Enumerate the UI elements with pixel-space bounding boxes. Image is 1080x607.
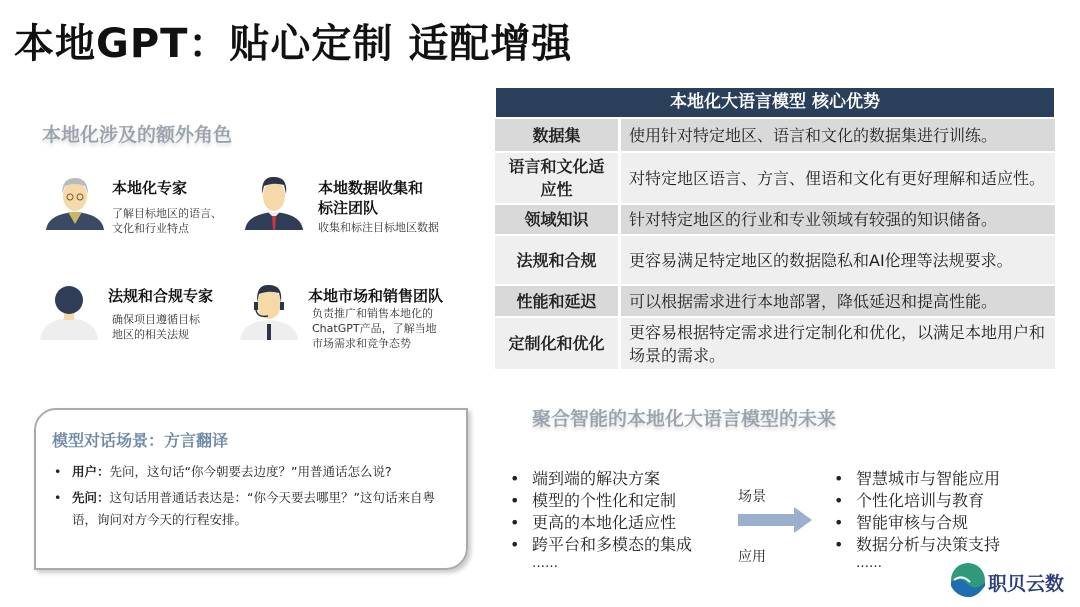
advantages-table-header: 本地化大语言模型 核心优势 <box>496 88 1054 117</box>
utterance: 先问，这句话“你今朝要去边度？”用普通话怎么说? <box>109 464 392 479</box>
data-team-person-icon <box>243 172 305 232</box>
row-value: 针对特定地区的行业和专业领域有较强的知识储备。 <box>621 205 1055 234</box>
role-name: 本地市场和销售团队 <box>308 287 444 305</box>
legal-expert-icon <box>38 280 100 340</box>
row-value: 可以根据需求进行本地部署，降低延迟和提高性能。 <box>621 286 1055 316</box>
arrow-label-top: 场景 <box>738 489 766 505</box>
role-desc: 收集和标注目标地区数据 <box>318 221 439 234</box>
row-key: 数据集 <box>495 119 621 151</box>
row-value: 更容易满足特定地区的数据隐私和AI伦理等法规要求。 <box>621 236 1055 284</box>
ellipsis: …… <box>532 556 558 571</box>
list-item: • 更高的本地化适应性 <box>508 512 692 534</box>
role-desc: 了解目标地区的语言、文化和行业特点 <box>112 207 222 235</box>
roles-heading: 本地化涉及的额外角色 <box>42 124 233 146</box>
dialog-scenario-box <box>34 408 468 570</box>
table-row <box>495 205 1055 234</box>
speaker: 用户： <box>72 464 110 479</box>
list-item: • 数据分析与决策支持 <box>832 534 1000 556</box>
row-value: 更容易根据特定需求进行定制化和优化，以满足本地用户和场景的需求。 <box>621 318 1055 369</box>
list-item: • 跨平台和多模态的集成 <box>508 534 692 556</box>
table-row <box>495 119 1055 151</box>
speaker: 先问： <box>72 490 110 505</box>
row-key: 领域知识 <box>495 205 621 234</box>
arrow-label-bottom: 应用 <box>738 549 766 565</box>
utterance: 这句话用普通话表达是：“你今天要去哪里？”这句话来自粤语，询问对方今天的行程安排。 <box>72 490 435 527</box>
right-arrow-icon <box>738 507 812 533</box>
row-value: 使用针对特定地区、语言和文化的数据集进行训练。 <box>621 119 1055 151</box>
dialog-title: 模型对话场景：方言翻译 <box>52 431 229 450</box>
table-row <box>495 286 1055 316</box>
list-item: • 智慧城市与智能应用 <box>832 468 1000 490</box>
elderly-expert-icon <box>44 172 106 232</box>
dialog-line <box>52 461 450 483</box>
logo-text: 职贝云数 <box>988 573 1065 595</box>
table-row <box>495 318 1055 369</box>
dialog-line <box>52 487 450 531</box>
row-key: 定制化和优化 <box>495 318 621 369</box>
row-key: 语言和文化适应性 <box>495 153 621 203</box>
logo-globe-icon <box>950 562 986 598</box>
row-key: 性能和延迟 <box>495 286 621 316</box>
table-row <box>495 236 1055 284</box>
list-item: • 个性化培训与教育 <box>832 490 1000 512</box>
future-left-list <box>508 468 692 571</box>
slide-title: 本地GPT：贴心定制 适配增强 <box>14 21 573 67</box>
role-name: 法规和合规专家 <box>108 287 214 305</box>
role-name: 本地数据收集和标注团队 <box>318 179 424 217</box>
sales-headset-icon <box>238 280 300 340</box>
list-item: • 模型的个性化和定制 <box>508 490 692 512</box>
future-right-list <box>832 468 1000 571</box>
role-desc: 确保项目遵循目标地区的相关法规 <box>112 313 200 341</box>
ellipsis: …… <box>856 556 882 571</box>
table-row <box>495 153 1055 203</box>
list-item: • 端到端的解决方案 <box>508 468 692 490</box>
list-item: • 智能审核与合规 <box>832 512 1000 534</box>
role-desc: 负责推广和销售本地化的ChatGPT产品，了解当地市场需求和竞争态势 <box>312 307 437 350</box>
row-key: 法规和合规 <box>495 236 621 284</box>
row-value: 对特定地区语言、方言、俚语和文化有更好理解和适应性。 <box>621 153 1055 203</box>
advantages-table <box>495 117 1055 371</box>
role-name: 本地化专家 <box>112 179 188 197</box>
future-heading: 聚合智能的本地化大语言模型的未来 <box>532 408 837 430</box>
